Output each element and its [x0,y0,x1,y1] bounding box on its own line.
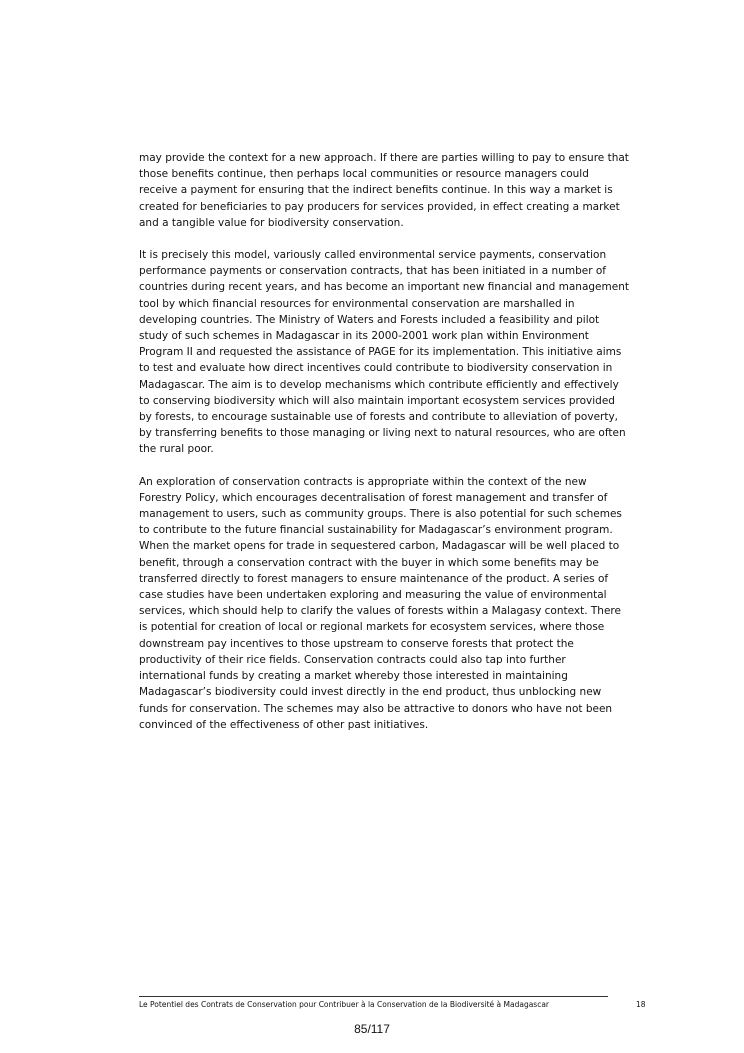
footer-page-number: 18 [636,1000,646,1009]
paragraph-conservation-contracts-model: It is precisely this model, variously called environmental service payments, conservation performance payments or conservation contracts, that has been initiated in a number of countries during recent years, and has become an important new financial and management tool by which financial resources for environmental conservation are marshalled in developing countries. The Ministry of Waters and Forests included a feasibility and pilot study of such schemes in Madagascar in its 2000-2001 work plan within Environment Program II and requested the assistance of PAGE for its implementation. This initiative aims to test and evaluate how direct incentives could contribute to biodiversity conservation in Madagascar. The aim is to develop mechanisms which contribute efficiently and effectively to conserving biodiversity which will also maintain important ecosystem services provided by forests, to encourage sustainable use of forests and contribute to alleviation of poverty, by transferring benefits to those managing or living next to natural resources, who are often the rural poor. [139,249,629,456]
page-counter: 85/117 [354,1022,390,1036]
paragraph-intro: may provide the context for a new approach. If there are parties willing to pay to ensure that those benefits continue, then perhaps local communities or resource managers could receive a payment for ensuring that the indirect benefits continue. In this way a market is created for beneficiaries to pay producers for services provided, in effect creating a market and a tangible value for biodiversity conservation. [139,152,629,229]
body-text [139,150,629,733]
footer-title: Le Potentiel des Contrats de Conservation pour Contribuer à la Conservation de la Biodiversité à Madagascar [139,1000,550,1009]
paragraph-exploration: An exploration of conservation contracts is appropriate within the context of the new Forestry Policy, which encourages decentralisation of forest management and transfer of management to users, such as community groups. There is also potential for such schemes to contribute to the future financial sustainability for Madagascar’s environment program. When the market opens for trade in sequestered carbon, Madagascar will be well placed to benefit, through a conservation contract with the buyer in which some benefits may be transferred directly to forest managers to ensure maintenance of the product. A series of case studies have been undertaken exploring and measuring the value of environmental services, which should help to clarify the values of forests within a Malagasy context. There is potential for creation of local or regional markets for ecosystem services, where those downstream pay incentives to those upstream to conserve forests that protect the productivity of their rice fields. Conservation contracts could also tap into further international funds by creating a market whereby those interested in maintaining Madagascar’s biodiversity could invest directly in the end product, thus unblocking new funds for conservation. The schemes may also be attractive to donors who have not been convinced of the effectiveness of other past initiatives. [139,475,622,731]
footer-divider [139,996,608,997]
